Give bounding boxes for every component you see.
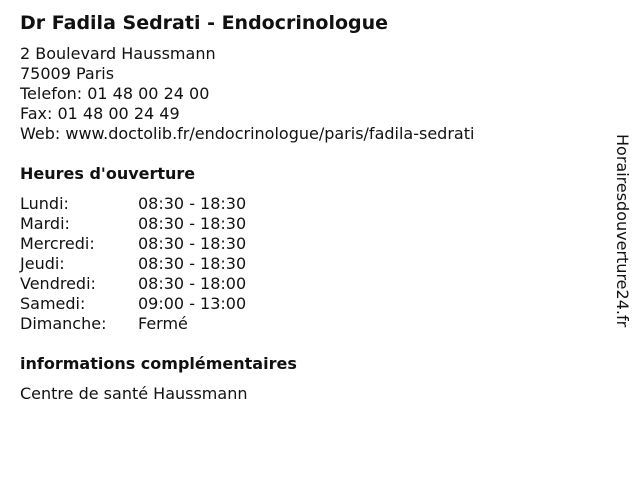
day-label: Lundi:	[20, 194, 69, 213]
day-label: Jeudi:	[20, 254, 65, 273]
hours-row-saturday	[20, 294, 246, 314]
time-value: 08:30 - 18:30	[138, 234, 247, 253]
contact-block	[20, 44, 474, 144]
site-brand-watermark: Horairesdouverture24.fr	[613, 134, 632, 328]
hours-row-monday	[20, 194, 246, 214]
phone-number: Telefon: 01 48 00 24 00	[20, 84, 210, 103]
opening-hours-table	[20, 194, 246, 334]
opening-hours-heading: Heures d'ouverture	[20, 164, 196, 183]
day-label: Mardi:	[20, 214, 70, 233]
day-label: Vendredi:	[20, 274, 96, 293]
day-label: Dimanche:	[20, 314, 107, 333]
website-link[interactable]: Web: www.doctolib.fr/endocrinologue/paris/fadila-sedrati	[20, 124, 475, 143]
time-value: 08:30 - 18:30	[138, 194, 247, 213]
day-label: Mercredi:	[20, 234, 95, 253]
hours-row-sunday	[20, 314, 246, 334]
hours-row-tuesday	[20, 214, 246, 234]
time-value: 08:30 - 18:00	[138, 274, 247, 293]
hours-row-wednesday	[20, 234, 246, 254]
street-address: 2 Boulevard Haussmann	[20, 44, 216, 63]
time-value: 08:30 - 18:30	[138, 214, 247, 233]
hours-row-friday	[20, 274, 246, 294]
additional-info-text: Centre de santé Haussmann	[20, 384, 248, 403]
fax-number: Fax: 01 48 00 24 49	[20, 104, 180, 123]
page-title: Dr Fadila Sedrati - Endocrinologue	[20, 12, 389, 34]
time-value: 09:00 - 13:00	[138, 294, 247, 313]
time-value: 08:30 - 18:30	[138, 254, 247, 273]
day-label: Samedi:	[20, 294, 86, 313]
additional-info-heading: informations complémentaires	[20, 354, 297, 373]
hours-row-thursday	[20, 254, 246, 274]
city-postcode: 75009 Paris	[20, 64, 115, 83]
time-value: Fermé	[138, 314, 188, 333]
